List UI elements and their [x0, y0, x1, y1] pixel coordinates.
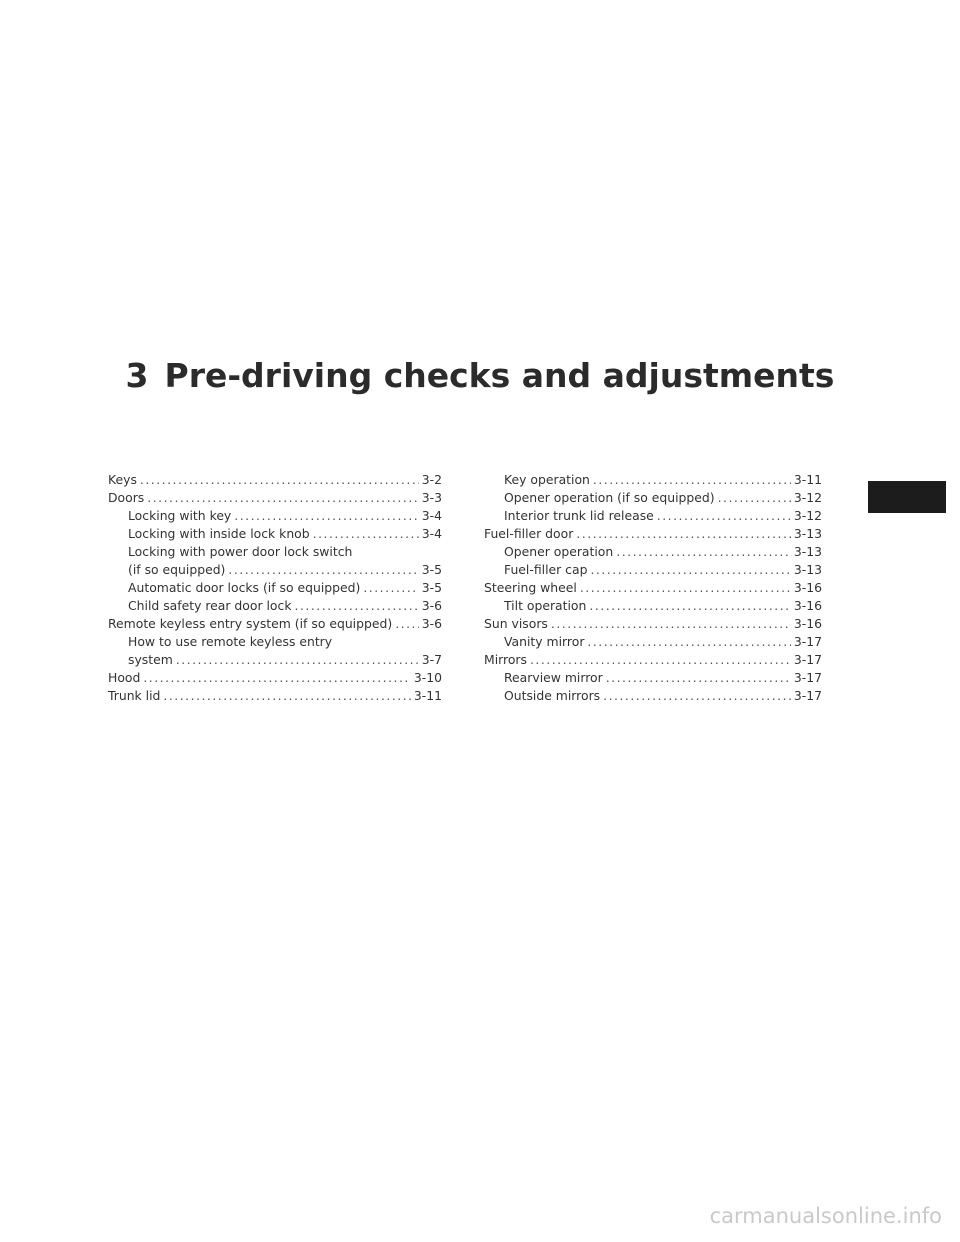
toc-entry-power-door-lock-switch[interactable]: (if so equipped) ..... 3-5 [108, 561, 442, 579]
toc-page-number: 3-5 [421, 580, 442, 595]
toc-page-number: 3-16 [793, 598, 822, 613]
toc-entry-locking-with-inside-lock-knob[interactable]: Locking with inside lock knob ..... 3-4 [108, 525, 442, 543]
toc-page-number: 3-6 [421, 598, 442, 613]
toc-entry-keys[interactable]: Keys ..... 3-2 [108, 471, 442, 489]
toc-entry-tilt-operation[interactable]: Tilt operation ..... 3-16 [484, 597, 822, 615]
toc-page-number: 3-13 [793, 544, 822, 559]
watermark: carmanualsonline.info [709, 1204, 942, 1228]
toc-page-number: 3-17 [793, 688, 822, 703]
chapter-number: 3 [125, 356, 149, 395]
toc-entry-mirrors[interactable]: Mirrors ..... 3-17 [484, 651, 822, 669]
toc-right-column [484, 471, 822, 705]
toc-page-number: 3-6 [421, 616, 442, 631]
toc-entry-fuel-filler-door[interactable]: Fuel-filler door ..... 3-13 [484, 525, 822, 543]
toc-entry-fuel-filler-cap[interactable]: Fuel-filler cap ..... 3-13 [484, 561, 822, 579]
toc-entry-locking-with-key[interactable]: Locking with key ..... 3-4 [108, 507, 442, 525]
chapter-title: Pre-driving checks and adjustments [164, 356, 835, 395]
toc-entry-interior-trunk-lid-release[interactable]: Interior trunk lid release ..... 3-12 [484, 507, 822, 525]
toc-entry-key-operation[interactable]: Key operation ..... 3-11 [484, 471, 822, 489]
toc-page-number: 3-4 [421, 526, 442, 541]
toc-entry-rearview-mirror[interactable]: Rearview mirror ..... 3-17 [484, 669, 822, 687]
toc-entry-how-to-use-remote-line1[interactable]: How to use remote keyless entry [128, 634, 333, 649]
toc-entry-outside-mirrors[interactable]: Outside mirrors ..... 3-17 [484, 687, 822, 705]
toc-page-number: 3-12 [793, 490, 822, 505]
toc-page-number: 3-7 [421, 652, 442, 667]
toc-entry-steering-wheel[interactable]: Steering wheel ..... 3-16 [484, 579, 822, 597]
toc-entry-child-safety-rear-door-lock[interactable]: Child safety rear door lock ..... 3-6 [108, 597, 442, 615]
toc-page-number: 3-13 [793, 526, 822, 541]
chapter-heading [0, 356, 960, 395]
toc-entry-automatic-door-locks[interactable]: Automatic door locks (if so equipped) ..... 3-5 [108, 579, 442, 597]
toc-page-number: 3-4 [421, 508, 442, 523]
toc-page-number: 3-10 [413, 670, 442, 685]
toc-page-number: 3-11 [793, 472, 822, 487]
toc-entry-power-door-lock-switch-line1[interactable]: Locking with power door lock switch [128, 544, 353, 559]
toc-entry-doors[interactable]: Doors ..... 3-3 [108, 489, 442, 507]
toc-entry-how-to-use-remote[interactable]: system ..... 3-7 [108, 651, 442, 669]
toc-page-number: 3-2 [421, 472, 442, 487]
toc-page-number: 3-16 [793, 580, 822, 595]
toc-entry-vanity-mirror[interactable]: Vanity mirror ..... 3-17 [484, 633, 822, 651]
toc-entry-hood[interactable]: Hood ..... 3-10 [108, 669, 442, 687]
toc-left-column [108, 471, 442, 705]
toc-entry-sun-visors[interactable]: Sun visors ..... 3-16 [484, 615, 822, 633]
toc-page-number: 3-11 [413, 688, 442, 703]
toc-page-number: 3-17 [793, 634, 822, 649]
toc-page-number: 3-17 [793, 670, 822, 685]
toc-page-number: 3-5 [421, 562, 442, 577]
toc-page-number: 3-16 [793, 616, 822, 631]
toc-entry-trunk-lid[interactable]: Trunk lid ..... 3-11 [108, 687, 442, 705]
toc-page-number: 3-3 [421, 490, 442, 505]
toc-entry-opener-operation-if-equipped[interactable]: Opener operation (if so equipped) ..... 3-12 [484, 489, 822, 507]
chapter-thumb-tab [868, 481, 946, 513]
toc-page-number: 3-12 [793, 508, 822, 523]
toc-entry-opener-operation[interactable]: Opener operation ..... 3-13 [484, 543, 822, 561]
toc-page-number: 3-13 [793, 562, 822, 577]
toc-entry-remote-keyless-entry[interactable]: Remote keyless entry system (if so equipped) ..... 3-6 [108, 615, 442, 633]
toc-page-number: 3-17 [793, 652, 822, 667]
